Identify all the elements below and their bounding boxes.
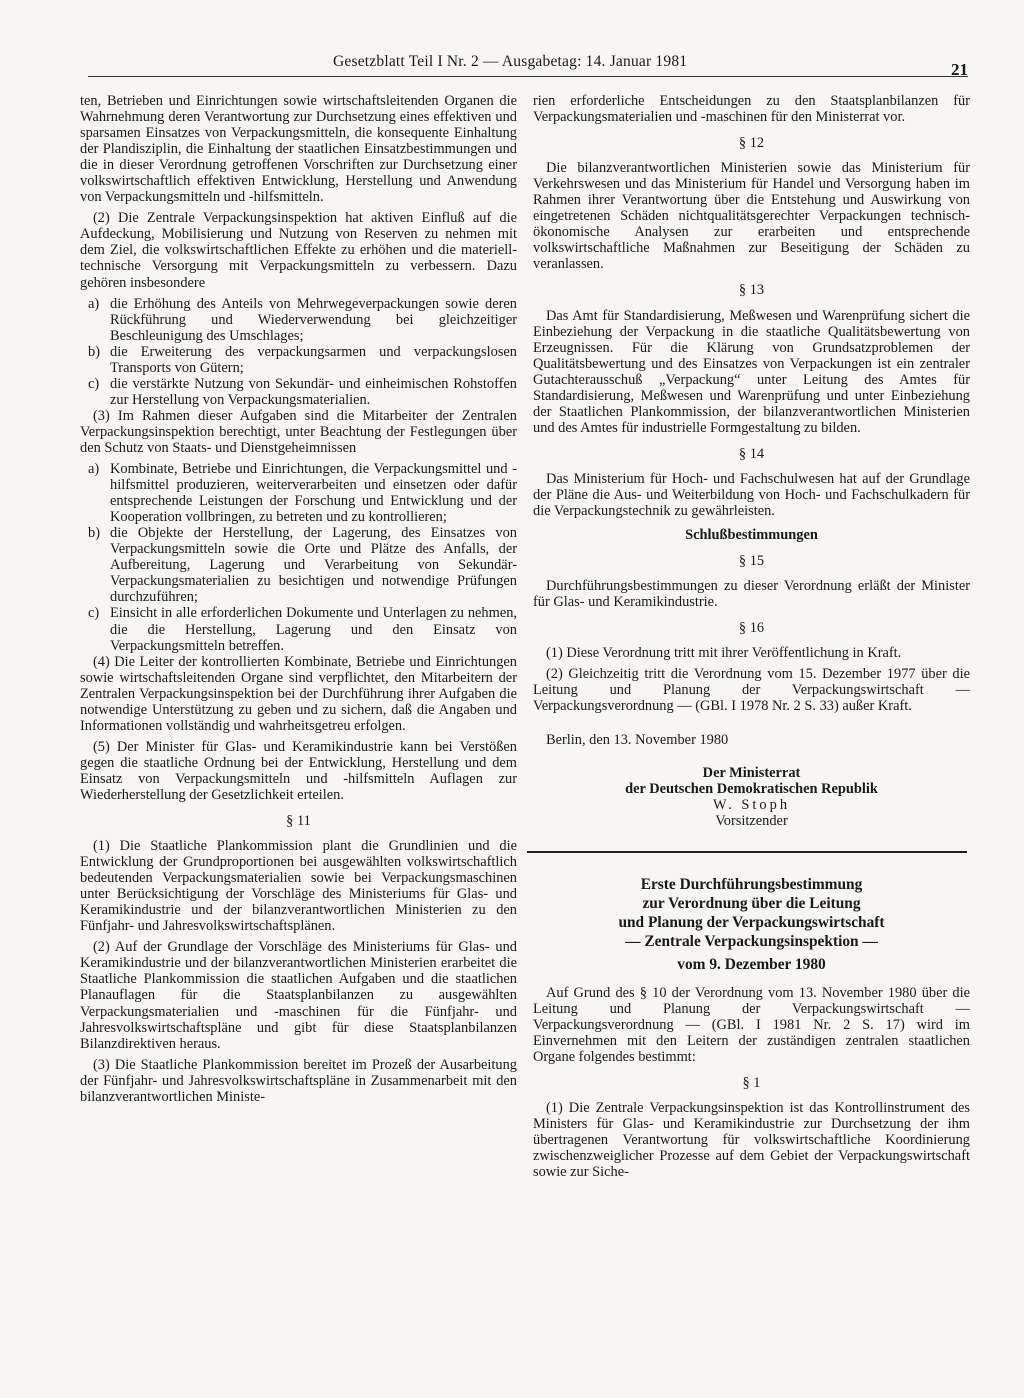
list-item	[80, 525, 517, 605]
list-item	[80, 605, 517, 653]
section-heading: § 14	[738, 445, 765, 462]
section-heading: § 15	[738, 553, 765, 570]
signature-line: Der Ministerrat	[702, 764, 801, 781]
list-item	[80, 296, 517, 344]
page-header	[88, 50, 968, 77]
list-item-text: die Objekte der Herstellung, der Lagerung, des Einsatzes von Verpackungsmitteln sowie die Orte und Plätze des Anfalls, der Aufbereitung, Lagerung und Verarbeitung von Sekundär-Verpackungsmaterialien zu besichtigen und notwendige Prüfungen durchzuführen;	[110, 525, 517, 606]
paragraph: (3) Die Staatliche Plankommission bereitet im Prozeß der Ausarbeitung der Fünfjahr- und Jahresvolkswirtschaftspläne in Zusammenarbeit mit den bilanzverantwortlichen Ministe-	[80, 1056, 517, 1105]
list-item-text: die Erweiterung des verpackungsarmen und verpackungslosen Transports von Gütern;	[110, 343, 517, 376]
paragraph: Die bilanzverantwortlichen Ministerien sowie das Ministerium für Verkehrswesen und das Ministerium für Handel und Versorgung haben im Rahmen ihrer Verantwortung über die Entstehung und Auswirkung von eingetretenen Schäden nichtqualitätsgerechter Verpackungen technisch-ökonomische Analysen zur erarbeiten und entsprechende volkswirtschaftliche Maßnahmen zur Beseitigung der Schäden zu veranlassen.	[533, 160, 970, 273]
spacer	[533, 753, 970, 765]
paragraph: Auf Grund des § 10 der Verordnung vom 13. November 1980 über die Leitung und Planung der Verpackungswirtschaft — Verpackungsverordnung — (GBl. I 1981 Nr. 2 S. 17) wird im Einvernehmen mit den Leitern der zuständigen zentralen staatlichen Organe folgendes bestimmt:	[533, 984, 970, 1065]
paragraph: (1) Diese Verordnung tritt mit ihrer Veröffentlichung in Kraft.	[546, 645, 902, 662]
list-item	[80, 376, 517, 408]
document-title-line: zur Verordnung über die Leitung	[642, 894, 861, 912]
paragraph: (2) Auf der Grundlage der Vorschläge des Ministeriums für Glas- und Keramikindustrie und der bilanzverantwortlichen Ministerien erarbeitet die Staatliche Plankommission die staatlichen Aufgaben und die staatlichen Planauflagen für die Staatsplanbilanzen zu ausgewählten Verpackungsmaterialien und -maschinen für die Fünfjahr- und Jahresvolkswirtschaftspläne und gibt für diese Staatsplanbilanzen Bilanzdirektiven heraus.	[80, 939, 517, 1052]
list-item-label: b)	[88, 343, 100, 360]
part-heading: Schlußbestimmungen	[685, 527, 818, 544]
list-item-text: die Erhöhung des Anteils von Mehrwegeverpackungen sowie deren Rückführung und Wiederverwendung bei gleichzeitiger Beschleunigung des Umschlages;	[110, 295, 517, 344]
signature-line: der Deutschen Demokratischen Republik	[625, 780, 878, 797]
list-item-label: b)	[88, 525, 100, 542]
section-heading: § 1	[742, 1075, 761, 1092]
paragraph: Durchführungsbestimmungen zu dieser Verordnung erläßt der Minister für Glas- und Keramikindustrie.	[533, 578, 970, 611]
list-item-label: a)	[88, 461, 100, 478]
list-item-label: c)	[88, 375, 100, 392]
document-date: vom 9. Dezember 1980	[677, 955, 826, 973]
section-heading: § 11	[286, 813, 311, 830]
document-title-line: Erste Durchführungsbestimmung	[640, 875, 863, 893]
list-item	[80, 461, 517, 525]
paragraph: rien erforderliche Entscheidungen zu den Staatsplanbilanzen für Verpackungsmaterialien und -maschinen für den Ministerrat vor.	[533, 93, 970, 126]
page-number: 21	[951, 60, 968, 79]
paragraph: (1) Die Staatliche Plankommission plant die Grundlinien und die Entwicklung der Grundproportionen bei ausgewählten volkswirtschaftlich bedeutenden Verpackungsmaterialien sowie bei Verpackungsmaschinen unter Berücksichtigung der Vorschläge des Ministeriums für Glas- und Keramikindustrie und der bilanzverantwortlichen Ministerien zu den Fünfjahr- und Jahresvolkswirtschaftsplänen.	[80, 838, 517, 935]
list-item-text: die verstärkte Nutzung von Sekundär- und einheimischen Rohstoffen zur Herstellung von Verpackungsmaterialien.	[110, 375, 517, 408]
list-item-text: Einsicht in alle erforderlichen Dokumente und Unterlagen zu nehmen, die die Herstellung, Lagerung und den Einsatz von Verpackungsmitteln betreffen.	[110, 605, 517, 654]
document-title-line: und Planung der Verpackungswirtschaft	[618, 913, 885, 931]
paragraph: ten, Betrieben und Einrichtungen sowie wirtschaftsleitenden Organen die Wahrnehmung deren Verantwortung zur Durchsetzung eines effektiven und sparsamen Einsatzes von Verpackungsmitteln, die konsequente Einhaltung der Plandisziplin, die Einhaltung der staatlichen Einsatzbestimmungen und die in dieser Verordnung getroffenen Vorschriften zur Durchsetzung einer volkswirtschaftlich effektiven Entwicklung, Herstellung und Anwendung von Verpackungsmitteln und -hilfsmitteln.	[80, 93, 517, 206]
signature-role: Vorsitzender	[715, 812, 788, 829]
paragraph: (3) Im Rahmen dieser Aufgaben sind die Mitarbeiter der Zentralen Verpackungsinspektion berechtigt, unter Beachtung der Festlegungen über den Schutz von Staats- und Dienstgeheimnissen	[80, 407, 517, 456]
paragraph: Das Amt für Standardisierung, Meßwesen und Warenprüfung sichert die Einbeziehung der Verpackung in die staatliche Qualitätsbewertung von Erzeugnissen. Für die Klärung von Grundsatzproblemen der Qualitätsbewertung und des Einsatzes von Verpackungen ist ein zentraler Gutachterausschuß „Verpackung“ unter Leitung des Amtes für Standardisierung, Meßwesen und Warenprüfung und unter Einbeziehung der Staatlichen Plankommission, der bilanzverantwortlichen Ministerien und des Amtes für industrielle Formgestaltung zu bilden.	[533, 307, 970, 436]
list-item-label: a)	[88, 295, 100, 312]
paragraph: Berlin, den 13. November 1980	[546, 731, 729, 748]
signature-name: W. Stoph	[712, 796, 791, 813]
paragraph: (1) Die Zentrale Verpackungsinspektion ist das Kontrollinstrument des Ministers für Glas- und Keramikindustrie zur Durchsetzung der ihm übertragenen Verantwortung für volkswirtschaftliche Koordinierung zwischenzweiglicher Prozesse auf dem Gebiet der Verpackungswirtschaft sowie zur Siche-	[533, 1100, 970, 1181]
paragraph: (4) Die Leiter der kontrollierten Kombinate, Betriebe und Einrichtungen sowie wirtschaftsleitenden Organe sind verpflichtet, den Mitarbeitern der Zentralen Verpackungsinspektion bei der Durchführung ihrer Aufgaben die notwendige Unterstützung zu geben und zu sichern, daß die Angaben und Informationen vollständig und wahrheitsgetreu erfolgen.	[80, 653, 517, 734]
right-column	[533, 93, 970, 1185]
header-title: Gesetzblatt Teil I Nr. 2 — Ausgabetag: 14. Januar 1981	[333, 53, 688, 70]
section-heading: § 16	[738, 620, 765, 637]
list-item-label: c)	[88, 605, 100, 622]
section-heading: § 12	[738, 135, 765, 152]
paragraph: (2) Gleichzeitig tritt die Verordnung vom 15. Dezember 1977 über die Leitung und Planung der Verpackungswirtschaft — Verpackungsverordnung — (GBl. I 1978 Nr. 2 S. 33) außer Kraft.	[533, 666, 970, 715]
list-item-text: Kombinate, Betriebe und Einrichtungen, die Verpackungsmittel und -hilfsmittel produzieren, weiterverarbeiten und einsetzen oder dafür entsprechende Leistungen der Forschung und Entwicklung und der Kooperation vollbringen, zu betreten und zu kontrollieren;	[110, 461, 517, 526]
paragraph: (5) Der Minister für Glas- und Keramikindustrie kann bei Verstößen gegen die staatliche Ordnung bei der Entwicklung, Herstellung und dem Einsatz von Verpackungsmitteln und -hilfsmitteln Auflagen zur Wiederherstellung der Gesetzlichkeit erteilen.	[80, 738, 517, 803]
left-column	[80, 93, 517, 1110]
section-divider	[527, 851, 967, 853]
paragraph: Das Ministerium für Hoch- und Fachschulwesen hat auf der Grundlage der Pläne die Aus- und Weiterbildung von Hoch- und Fachschulkadern für die Verpackungstechnik zu gewährleisten.	[533, 470, 970, 520]
list-item	[80, 344, 517, 376]
document-title-line: — Zentrale Verpackungsinspektion —	[625, 932, 878, 950]
spacer	[533, 720, 970, 732]
paragraph: (2) Die Zentrale Verpackungsinspektion hat aktiven Einfluß auf die Aufdeckung, Mobilisierung und Nutzung von Reserven zu nehmen mit dem Ziel, die volkswirtschaftlichen Effekte zu erhöhen und die materiell-technische Versorgung mit Verpackungsmitteln zu verbessern. Dazu gehören insbesondere	[80, 210, 517, 291]
section-heading: § 13	[738, 282, 765, 299]
